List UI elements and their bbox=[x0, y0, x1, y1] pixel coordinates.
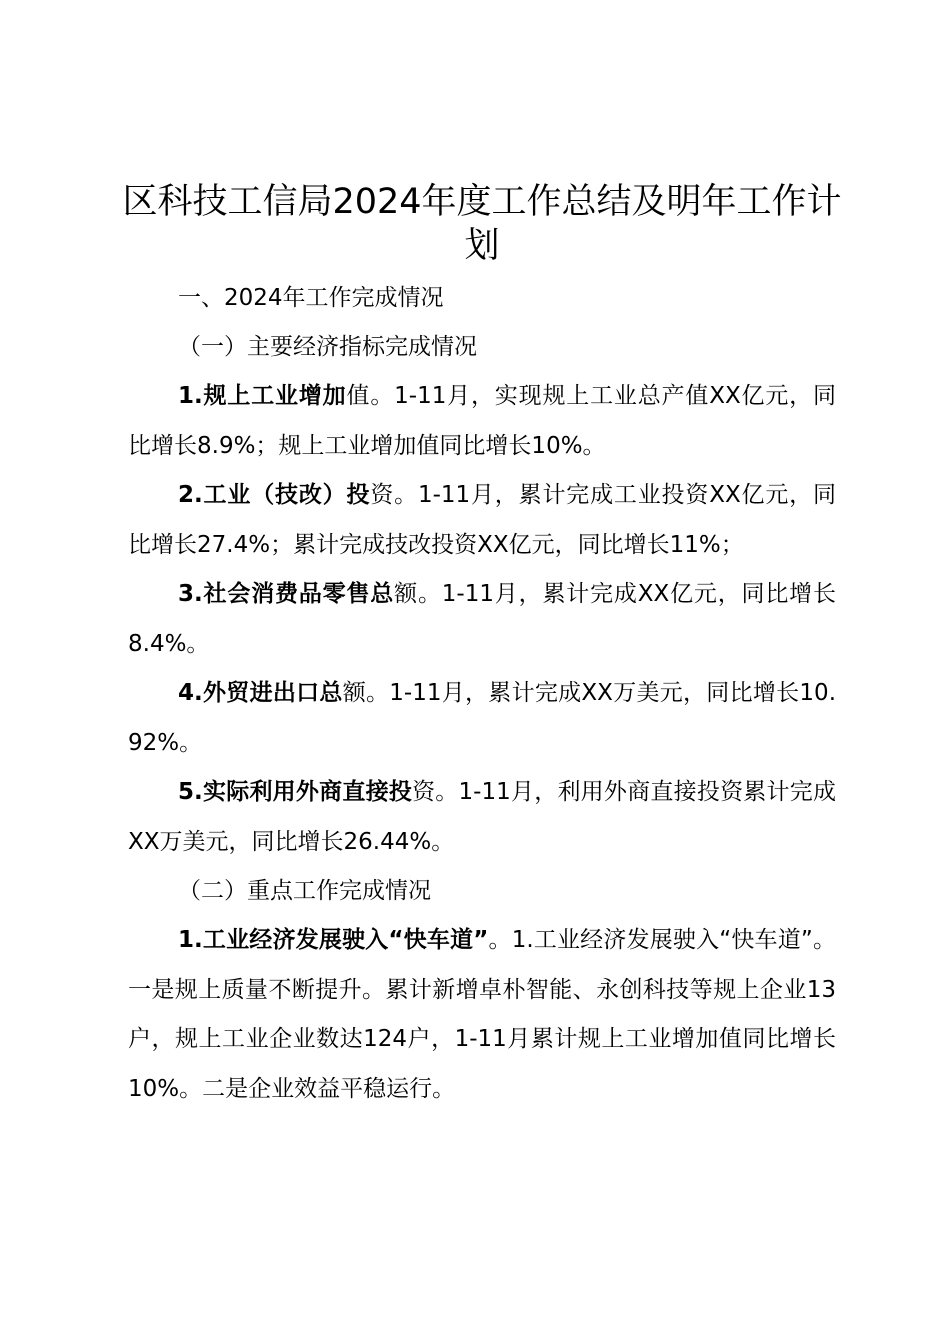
subsection-heading-1-2: （二）重点工作完成情况 bbox=[178, 878, 431, 904]
indicator-item-body: 资。1-11月，利用外商直接投资累计完成XX万美元，同比增长26.44%。 bbox=[128, 779, 836, 855]
indicator-item-lead: 2.工业（技改）投 bbox=[178, 482, 371, 508]
indicator-item-1 bbox=[128, 372, 836, 471]
indicator-item-lead: 1.规上工业增加 bbox=[178, 383, 347, 409]
document-title: 区科技工信局2024年度工作总结及明年工作计划 bbox=[122, 182, 842, 266]
indicator-item-lead: 3.社会消费品零售总 bbox=[178, 581, 395, 607]
subsection-heading-1-1: （一）主要经济指标完成情况 bbox=[178, 334, 477, 360]
work-item-body: 。1.工业经济发展驶入“快车道”。一是规上质量不断提升。累计新增卓朴智能、永创科技等规上企业13户，规上工业企业数达124户，1-11月累计规上工业增加值同比增长10%。二是企业效益平稳运行。 bbox=[128, 927, 836, 1102]
indicator-item-3 bbox=[128, 570, 836, 669]
indicator-item-4 bbox=[128, 669, 836, 768]
indicator-item-body: 值。1-11月，实现规上工业总产值XX亿元，同比增长8.9%；规上工业增加值同比增长10%。 bbox=[128, 383, 836, 459]
work-item-1 bbox=[128, 916, 836, 1114]
indicator-item-lead: 4.外贸进出口总 bbox=[178, 680, 343, 706]
indicator-item-body: 额。1-11月，累计完成XX万美元，同比增长10.92%。 bbox=[128, 680, 836, 756]
work-item-lead: 1.工业经济发展驶入“快车道” bbox=[178, 927, 489, 953]
title-block bbox=[122, 180, 842, 268]
section-heading-1: 一、2024年工作完成情况 bbox=[178, 285, 444, 311]
indicator-item-lead: 5.实际利用外商直接投 bbox=[178, 779, 413, 805]
indicator-item-2 bbox=[128, 471, 836, 570]
indicator-item-5 bbox=[128, 768, 836, 867]
indicator-item-body: 额。1-11月，累计完成XX亿元，同比增长8.4%。 bbox=[128, 581, 836, 657]
document-page bbox=[122, 180, 842, 1114]
indicator-item-body: 资。1-11月，累计完成工业投资XX亿元，同比增长27.4%；累计完成技改投资XX亿元，同比增长11%； bbox=[128, 482, 836, 558]
